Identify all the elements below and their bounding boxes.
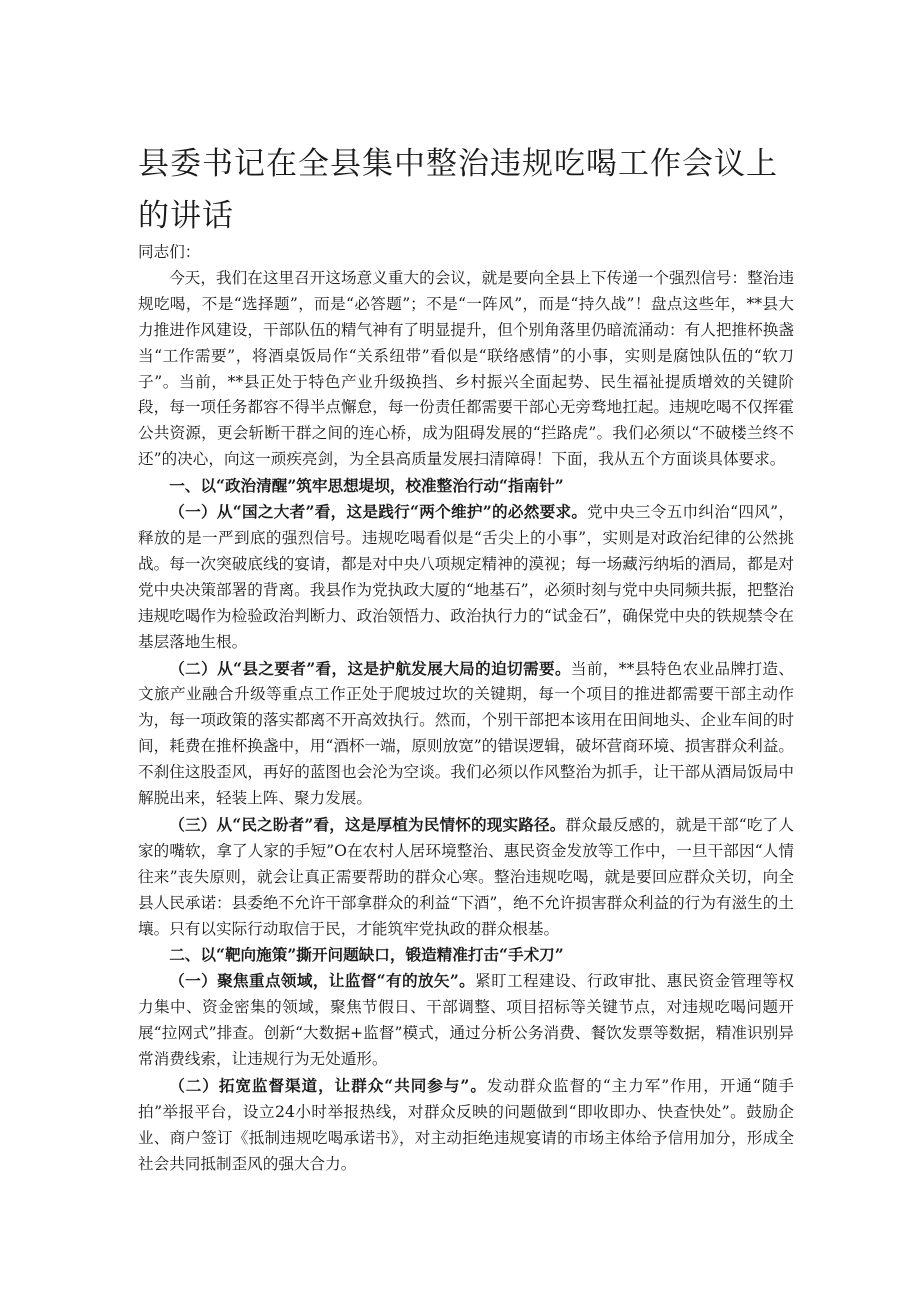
subheading: （一）聚焦重点领域，让监督“有的放矢”。 <box>169 971 476 991</box>
section-2-paragraph-2 <box>138 1073 794 1178</box>
document-title: 县委书记在全县集中整治违规吃喝工作会议上的讲话 <box>138 146 778 234</box>
intro-paragraph: 今天，我们在这里召开这场意义重大的会议，就是要向全县上下传递一个强烈信号：整治违规吃喝，不是“选择题”，而是“必答题”；不是“一阵风”，而是“持久战”！盘点这些年，**县大力推进作风建设，干部队伍的精气神有了明显提升，但个别角落里仍暗流涌动：有人把推杯换盏当“工作需要”，将酒桌饭局作“关系纽带”看似是“联络感情”的小事，实则是腐蚀队伍的“软刀子”。当前，**县正处于特色产业升级换挡、乡村振兴全面起势、民生福祉提质增效的关键阶段，每一项任务都容不得半点懈怠，每一份责任都需要干部心无旁骛地扛起。违规吃喝不仅挥霍公共资源，更会斩断干群之间的连心桥，成为阻碍发展的“拦路虎”。我们必须以“不破楼兰终不还”的决心，向这一顽疾亮剑，为全县高质量发展扫清障碍！下面，我从五个方面谈具体要求。 <box>138 268 794 469</box>
section-1-heading: 一、以“政治清醒”筑牢思想堤坝，校准整治行动“指南针” <box>169 476 564 496</box>
paragraph-text: 发动群众监督的“主力军”作用，开通“随手拍”举报平台，设立24小时举报热线，对群众反映的问题做到“即收即办、快查快处”。鼓励企业、商户签订《抵制违规吃喝承诺书》，对主动拒绝违规宴请的市场主体给予信用加分，形成全社会共同抵制歪风的强大合力。 <box>138 1077 794 1173</box>
section-1-paragraph-2 <box>138 656 794 812</box>
paragraph-text: 党中央三令五巾纠治“四风”，释放的是一严到底的强烈信号。违规吃喝看似是“舌尖上的小事”，实则是对政治纪律的公然挑战。每一次突破底线的宴请，都是对中央八项规定精神的漠视；每一场藏污纳垢的酒局，都是对党中央决策部署的背离。我县作为党执政大厦的“地基石”，必须时刻与党中央同频共振，把整治违规吃喝作为检验政治判断力、政治领悟力、政治执行力的“试金石”，确保党中央的铁规禁令在基层落地生根。 <box>138 503 794 651</box>
paragraph-text: 当前，**县特色农业品牌打造、文旅产业融合升级等重点工作正处于爬坡过坎的关键期，每一个项目的推进都需要干部主动作为，每一项政策的落实都离不开高效执行。然而，个别干部把本该用在田间地头、企业车间的时间，耗费在推杯换盏中，用“酒杯一端，原则放宽”的错误逻辑，破坏营商环境、损害群众利益。不刹住这股歪风，再好的蓝图也会沦为空谈。我们必须以作风整治为抓手，让干部从酒局饭局中解脱出来，轻装上阵、聚力发展。 <box>138 659 794 808</box>
paragraph-text: 群众最反感的，就是干部“吃了人家的嘴软，拿了人家的手短”O在农村人居环境整治、惠民资金发放等工作中，一旦干部因“人情往来”丧失原则，就会让真正需要帮助的群众心寒。整治违规吃喝，就是要回应群众关切，向全县人民承诺：县委绝不允许干部拿群众的利益“下酒”，绝不允许损害群众利益的行为有滋生的土壤。只有以实际行动取信于民，才能筑牢党执政的群众根基。 <box>138 815 794 938</box>
section-1-paragraph-3 <box>138 812 794 943</box>
section-2-heading: 二、以“靶向施策”撕开问题缺口，锻造精准打击“手术刀” <box>169 945 564 965</box>
subheading: （一）从“国之大者”看，这是践行“两个维护”的必然要求。 <box>169 502 588 522</box>
section-2-paragraph-1 <box>138 968 794 1073</box>
subheading: （二）拓宽监督渠道，让群众“共同参与”。 <box>169 1076 487 1095</box>
salutation: 同志们： <box>138 243 201 261</box>
paragraph-text: 紧盯工程建设、行政审批、惠民资金管理等权力集中、资金密集的领域，聚焦节假日、干部调整、项目招标等关键节点，对违规吃喝问题开展“拉网式”排查。创新“大数据+监督”模式，通过分析公务消费、餐饮发票等数据，精准识别异常消费线索，让违规行为无处遁形。 <box>138 972 794 1069</box>
section-1-paragraph-1 <box>138 499 794 655</box>
subheading: （三）从“民之盼者”看，这是厚植为民情怀的现实路径。 <box>169 814 566 834</box>
document-body <box>138 240 794 1178</box>
subheading: （二）从“县之要者”看，这是护航发展大局的迫切需要。 <box>169 658 571 678</box>
